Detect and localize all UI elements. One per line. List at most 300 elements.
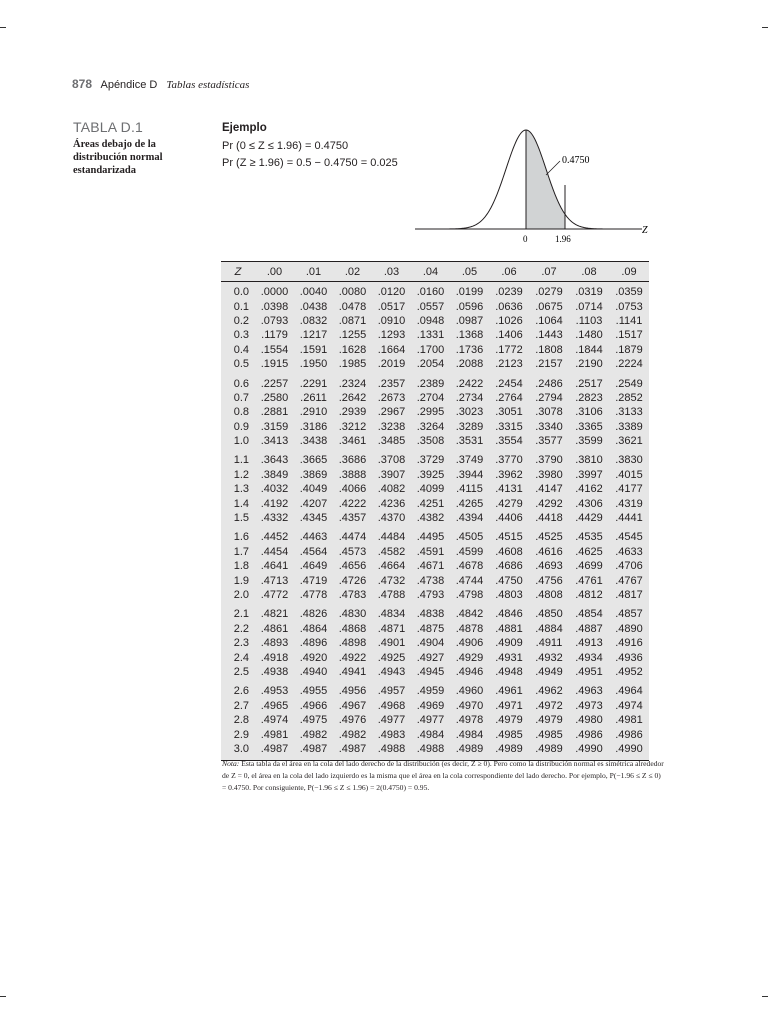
area-value: .4941 xyxy=(338,665,367,678)
area-value: .2157 xyxy=(535,358,563,371)
area-value: .4726 xyxy=(338,574,367,587)
area-value: .2123 xyxy=(495,358,523,371)
normal-curve-diagram xyxy=(410,125,660,247)
area-value: .0910 xyxy=(377,314,406,327)
area-value: .4564 xyxy=(299,545,328,558)
area-value: .4959 xyxy=(416,685,445,698)
z-axis-label: Z xyxy=(642,225,648,236)
area-value: .1844 xyxy=(575,343,603,356)
area-value: .2794 xyxy=(535,391,563,404)
area-value: .2291 xyxy=(299,377,328,390)
area-value: .4952 xyxy=(615,665,643,678)
area-value: .2224 xyxy=(615,358,643,371)
area-value: .4967 xyxy=(338,699,367,712)
area-value: .4803 xyxy=(495,589,523,601)
table-row xyxy=(221,650,649,664)
area-value: .0199 xyxy=(455,286,484,299)
area-value: .4345 xyxy=(299,512,328,525)
area-value: .3078 xyxy=(535,406,563,419)
area-value: .4878 xyxy=(455,622,484,635)
z-value: 1.7 xyxy=(233,545,249,558)
example-line-1: Pr (0 ≤ Z ≤ 1.96) = 0.4750 xyxy=(222,140,349,152)
area-value: .3729 xyxy=(416,454,445,467)
table-row xyxy=(221,468,649,482)
area-value: .2823 xyxy=(575,391,603,404)
area-value: .4968 xyxy=(377,699,406,712)
z-value: 0.9 xyxy=(233,420,249,433)
area-value: .4904 xyxy=(416,637,445,650)
area-value: .4945 xyxy=(416,665,445,678)
area-value: .4207 xyxy=(299,497,328,510)
area-value: .2642 xyxy=(338,391,367,404)
origin-label: 0 xyxy=(523,234,528,244)
area-value: .1985 xyxy=(338,358,367,371)
area-value: .4756 xyxy=(535,574,563,587)
area-value: .4943 xyxy=(377,665,406,678)
area-value: .0279 xyxy=(535,286,563,299)
area-value: .4984 xyxy=(455,728,484,741)
table-row xyxy=(221,405,649,419)
area-value: .4641 xyxy=(260,560,289,573)
area-value: .2389 xyxy=(416,377,445,390)
table-row xyxy=(221,573,649,587)
z-value: 1.2 xyxy=(233,468,249,481)
table-row xyxy=(221,727,649,741)
area-value: .3869 xyxy=(299,468,328,481)
area-value: .4177 xyxy=(615,483,643,496)
area-value: .4988 xyxy=(416,742,445,755)
area-value: .4582 xyxy=(377,545,406,558)
area-value: .4793 xyxy=(416,589,445,601)
area-value: .4985 xyxy=(495,728,523,741)
area-value: .4099 xyxy=(416,483,445,496)
area-value: .2734 xyxy=(455,391,484,404)
area-value: .4970 xyxy=(455,699,484,712)
z-value: 0.0 xyxy=(233,286,249,299)
table-row xyxy=(221,391,649,405)
area-value: .4955 xyxy=(299,685,328,698)
z-value: 0.3 xyxy=(233,329,249,342)
area-value: .4525 xyxy=(535,531,563,544)
z-value: 1.4 xyxy=(233,497,249,510)
area-value: .2088 xyxy=(455,358,484,371)
area-value: .0239 xyxy=(495,286,523,299)
area-value: .0120 xyxy=(377,286,406,299)
area-value: .2939 xyxy=(338,406,367,419)
area-value: .0040 xyxy=(299,286,328,299)
area-value: .4834 xyxy=(377,608,406,621)
area-value: .1664 xyxy=(377,343,406,356)
area-value: .4319 xyxy=(615,497,643,510)
area-value: .3810 xyxy=(575,454,603,467)
area-value: .3159 xyxy=(260,420,289,433)
area-value: .2054 xyxy=(416,358,445,371)
area-value: .1443 xyxy=(535,329,563,342)
area-value: .4962 xyxy=(535,685,563,698)
area-value: .1331 xyxy=(416,329,445,342)
area-value: .4066 xyxy=(338,483,367,496)
z-value: 2.5 xyxy=(233,665,249,678)
area-value: .4505 xyxy=(455,531,484,544)
area-value: .4936 xyxy=(615,651,643,664)
area-value: .4946 xyxy=(455,665,484,678)
area-value: .4131 xyxy=(495,483,523,496)
column-header: .02 xyxy=(333,262,372,282)
area-value: .0832 xyxy=(299,314,328,327)
area-value: .2019 xyxy=(377,358,406,371)
area-value: .4850 xyxy=(535,608,563,621)
area-value: .0714 xyxy=(575,300,603,313)
crop-mark xyxy=(762,996,768,997)
area-value: .3340 xyxy=(535,420,563,433)
area-value: .4983 xyxy=(377,728,406,741)
area-value: .4115 xyxy=(456,483,483,496)
z-value: 0.8 xyxy=(233,406,249,419)
area-value: .2257 xyxy=(260,377,289,390)
header-row xyxy=(221,262,649,282)
area-value: .0596 xyxy=(455,300,484,313)
table-row xyxy=(221,299,649,313)
area-value: .4948 xyxy=(495,665,523,678)
area-value: .1480 xyxy=(575,329,603,342)
area-value: .2486 xyxy=(535,377,563,390)
area-value: .4838 xyxy=(416,608,445,621)
area-value: .4898 xyxy=(338,637,367,650)
area-value: .3790 xyxy=(535,454,563,467)
area-value: .4147 xyxy=(535,483,563,496)
area-value: .3413 xyxy=(260,435,289,448)
area-value: .4515 xyxy=(495,531,523,544)
area-value: .4649 xyxy=(299,560,328,573)
page-header xyxy=(72,77,249,91)
area-value: .4699 xyxy=(575,560,603,573)
column-header: .07 xyxy=(529,262,569,282)
area-value: .4857 xyxy=(615,608,643,621)
area-value: .0557 xyxy=(416,300,445,313)
column-header: .01 xyxy=(294,262,333,282)
area-value: .1293 xyxy=(377,329,406,342)
area-value: .4884 xyxy=(535,622,563,635)
table-row xyxy=(221,713,649,727)
area-value: .4573 xyxy=(338,545,367,558)
z-value: 2.7 xyxy=(233,699,249,712)
area-value: .4032 xyxy=(260,483,289,496)
area-value: .0080 xyxy=(338,286,367,299)
area-value: .4826 xyxy=(299,608,328,621)
column-header: .03 xyxy=(372,262,411,282)
area-value: .0398 xyxy=(260,300,289,313)
area-value: .2422 xyxy=(455,377,484,390)
z-value: 1.3 xyxy=(233,483,249,496)
area-value: .4932 xyxy=(535,651,563,664)
area-value: .4974 xyxy=(260,714,289,727)
area-value: .4750 xyxy=(495,574,523,587)
area-value: .1591 xyxy=(299,343,328,356)
area-value: .4868 xyxy=(338,622,367,635)
table-row xyxy=(221,511,649,525)
area-value: .3888 xyxy=(338,468,367,481)
area-value: .4332 xyxy=(260,512,289,525)
area-value: .4971 xyxy=(495,699,523,712)
area-value: .4901 xyxy=(377,637,406,650)
area-value: .4973 xyxy=(575,699,603,712)
table-row xyxy=(221,525,649,544)
area-value: .4738 xyxy=(416,574,445,587)
z-value: 2.6 xyxy=(233,685,249,698)
area-value: .4591 xyxy=(416,545,445,558)
area-value: .0753 xyxy=(615,300,643,313)
table-row xyxy=(221,434,649,448)
area-value: .3830 xyxy=(615,454,643,467)
area-value: .4616 xyxy=(535,545,563,558)
area-value: .4608 xyxy=(495,545,523,558)
area-value: .4625 xyxy=(575,545,603,558)
area-value: .3315 xyxy=(495,420,523,433)
area-value: .0871 xyxy=(338,314,367,327)
area-value: .0636 xyxy=(495,300,523,313)
area-value: .4279 xyxy=(495,497,523,510)
area-value: .0000 xyxy=(260,286,289,299)
area-value: .3212 xyxy=(338,420,367,433)
z-value: 0.5 xyxy=(233,358,249,371)
z-value: 1.8 xyxy=(233,560,249,573)
area-value: .4474 xyxy=(338,531,367,544)
area-value: .4406 xyxy=(495,512,523,525)
area-value: .1064 xyxy=(535,314,563,327)
area-value: .2517 xyxy=(575,377,603,390)
z-value: 1.0 xyxy=(233,435,249,448)
area-value: .3665 xyxy=(299,454,328,467)
area-value: .4162 xyxy=(575,483,603,496)
area-pointer xyxy=(546,161,560,175)
appendix-label: Apéndice D xyxy=(100,79,158,91)
area-value: .4911 xyxy=(535,637,563,650)
area-value: .1736 xyxy=(455,343,484,356)
table-row xyxy=(221,545,649,559)
area-value: .4951 xyxy=(575,665,603,678)
area-value: .4454 xyxy=(260,545,289,558)
z-table xyxy=(221,261,649,761)
table-row xyxy=(221,496,649,510)
area-value: .1915 xyxy=(260,358,289,371)
area-value: .4963 xyxy=(575,685,603,698)
area-value: .4599 xyxy=(455,545,484,558)
area-value: .4984 xyxy=(416,728,445,741)
area-value: .4980 xyxy=(575,714,603,727)
area-value: .4979 xyxy=(535,714,563,727)
area-value: .4916 xyxy=(615,637,643,650)
area-value: .4767 xyxy=(615,574,643,587)
z-value: 0.4 xyxy=(233,343,249,356)
area-value: .4977 xyxy=(377,714,406,727)
area-value: .3531 xyxy=(455,435,484,448)
area-value: .3599 xyxy=(575,435,603,448)
area-value: .4817 xyxy=(615,589,643,601)
crop-mark xyxy=(0,996,6,997)
area-value: .4986 xyxy=(615,728,643,741)
table-row xyxy=(221,343,649,357)
area-value: .4896 xyxy=(299,637,328,650)
area-value: .3643 xyxy=(260,454,289,467)
area-value: .4686 xyxy=(495,560,523,573)
area-value: .4976 xyxy=(338,714,367,727)
z-value: 2.0 xyxy=(233,589,249,601)
area-value: .3925 xyxy=(416,468,445,481)
area-value: .4192 xyxy=(260,497,289,510)
table-row xyxy=(221,328,649,342)
area-value: .3686 xyxy=(338,454,367,467)
area-value: .4961 xyxy=(495,685,523,698)
area-value: .4989 xyxy=(535,742,563,755)
area-value: .4082 xyxy=(377,483,406,496)
area-value: .3438 xyxy=(299,435,328,448)
z-value: 2.3 xyxy=(233,637,249,650)
area-value: .4719 xyxy=(299,574,328,587)
area-value: .4382 xyxy=(416,512,445,525)
table-row xyxy=(221,482,649,496)
area-value: .4633 xyxy=(615,545,643,558)
area-value: .4934 xyxy=(575,651,603,664)
area-value: .4989 xyxy=(455,742,484,755)
table-row xyxy=(221,636,649,650)
area-value: .4969 xyxy=(416,699,445,712)
area-value: .4925 xyxy=(377,651,406,664)
area-value: .4982 xyxy=(338,728,367,741)
example-title: Ejemplo xyxy=(222,122,267,134)
z-value: 2.8 xyxy=(233,714,249,727)
area-value: .3980 xyxy=(535,468,563,481)
area-value: .3554 xyxy=(495,435,523,448)
area-value: .4441 xyxy=(615,512,643,525)
area-value: .4985 xyxy=(535,728,563,741)
area-value: .1517 xyxy=(615,329,643,342)
area-value: .4846 xyxy=(495,608,523,621)
area-value: .4463 xyxy=(299,531,328,544)
z-value: 1.5 xyxy=(233,512,249,525)
area-value: .3289 xyxy=(455,420,484,433)
area-value: .4713 xyxy=(260,574,289,587)
area-value: .2611 xyxy=(300,391,327,404)
area-value: .3508 xyxy=(416,435,445,448)
z-value: 0.6 xyxy=(233,377,249,390)
area-label: 0.4750 xyxy=(562,155,590,166)
column-header-z: Z xyxy=(221,262,255,282)
z-value: 2.2 xyxy=(233,622,249,635)
area-value: .0987 xyxy=(455,314,484,327)
area-value: .4986 xyxy=(575,728,603,741)
area-value: .3962 xyxy=(495,468,523,481)
area-value: .4265 xyxy=(455,497,484,510)
area-value: .1628 xyxy=(338,343,367,356)
area-value: .4808 xyxy=(535,589,563,601)
area-value: .4864 xyxy=(299,622,328,635)
table-row xyxy=(221,357,649,371)
area-value: .1700 xyxy=(416,343,445,356)
area-value: .4292 xyxy=(535,497,563,510)
area-value: .3389 xyxy=(615,420,643,433)
area-value: .4251 xyxy=(416,497,445,510)
area-value: .0675 xyxy=(535,300,563,313)
area-value: .1103 xyxy=(575,314,603,327)
area-value: .4964 xyxy=(615,685,643,698)
area-value: .1368 xyxy=(455,329,484,342)
area-value: .0478 xyxy=(338,300,367,313)
area-value: .3577 xyxy=(535,435,563,448)
area-value: .4989 xyxy=(495,742,523,755)
area-value: .4940 xyxy=(299,665,328,678)
column-header: .08 xyxy=(569,262,609,282)
area-value: .1879 xyxy=(615,343,643,356)
area-value: .4981 xyxy=(615,714,643,727)
z-value: 0.2 xyxy=(233,314,249,327)
area-value: .4783 xyxy=(338,589,367,601)
area-value: .0438 xyxy=(299,300,328,313)
column-header: .00 xyxy=(255,262,294,282)
area-value: .2580 xyxy=(260,391,289,404)
table-caption: Áreas debajo de la distribución normal estandarizada xyxy=(73,139,163,176)
area-value: .1217 xyxy=(299,329,328,342)
area-value: .4956 xyxy=(338,685,367,698)
column-header: .06 xyxy=(489,262,529,282)
area-value: .4965 xyxy=(260,699,289,712)
area-value: .4929 xyxy=(455,651,484,664)
area-value: .4772 xyxy=(260,589,289,601)
area-value: .1406 xyxy=(495,329,523,342)
area-value: .0359 xyxy=(615,286,643,299)
area-value: .2324 xyxy=(338,377,367,390)
table-row xyxy=(221,588,649,602)
area-value: .4990 xyxy=(615,742,643,755)
area-value: .2673 xyxy=(377,391,406,404)
area-value: .4535 xyxy=(575,531,603,544)
area-value: .4918 xyxy=(260,651,289,664)
area-value: .4821 xyxy=(260,608,289,621)
area-value: .1950 xyxy=(299,358,328,371)
area-value: .4812 xyxy=(575,589,603,601)
table-row xyxy=(221,282,649,300)
area-value: .4938 xyxy=(260,665,289,678)
z-value: 1.1 xyxy=(233,454,249,467)
area-value: .4987 xyxy=(260,742,289,755)
area-value: .4236 xyxy=(377,497,406,510)
z-value: 2.1 xyxy=(233,608,249,621)
area-value: .4893 xyxy=(260,637,289,650)
z-value: 2.4 xyxy=(233,651,249,664)
area-value: .4982 xyxy=(299,728,328,741)
area-value: .4693 xyxy=(535,560,563,573)
area-value: .2704 xyxy=(416,391,445,404)
area-value: .4830 xyxy=(338,608,367,621)
area-value: .4418 xyxy=(535,512,563,525)
area-value: .3186 xyxy=(299,420,328,433)
area-value: .4732 xyxy=(377,574,406,587)
area-value: .0793 xyxy=(260,314,289,327)
area-value: .4972 xyxy=(535,699,563,712)
table-row xyxy=(221,371,649,390)
area-value: .4960 xyxy=(455,685,484,698)
area-value: .3106 xyxy=(575,406,603,419)
area-value: .4370 xyxy=(377,512,406,525)
area-value: .4049 xyxy=(299,483,328,496)
column-header: .05 xyxy=(450,262,489,282)
example-line-2: Pr (Z ≥ 1.96) = 0.5 − 0.4750 = 0.025 xyxy=(222,157,398,169)
area-value: .4015 xyxy=(615,468,643,481)
area-value: .4975 xyxy=(299,714,328,727)
area-value: .3907 xyxy=(377,468,406,481)
note-label: Nota: xyxy=(222,759,240,768)
cutoff-value-label: 1.96 xyxy=(555,234,571,244)
area-value: .0517 xyxy=(377,300,406,313)
